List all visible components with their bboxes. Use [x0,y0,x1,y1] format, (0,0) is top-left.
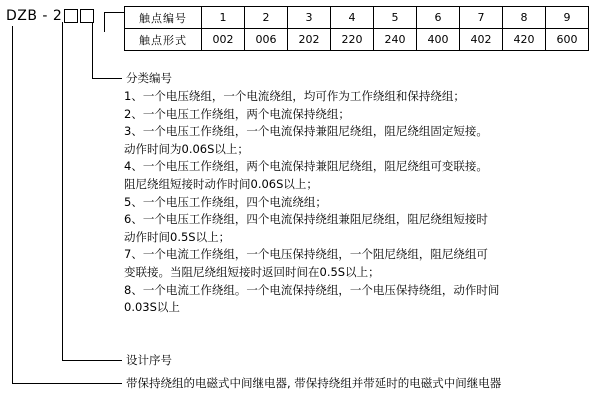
note-item: 动作时间为0.06S以上； [124,141,249,156]
table-cell: 402 [460,29,503,51]
leader-line-category-horizontal [92,78,122,79]
table-cell: 220 [331,29,374,51]
table-cell: 006 [245,29,288,51]
leader-line-table-vertical [104,12,105,32]
note-item: 0.03S以上 [124,300,180,315]
leader-line-product-horizontal [12,383,122,384]
model-code-box-1 [64,9,78,23]
table-cell: 5 [374,7,417,29]
note-item: 7、一个电流工作绕组，一个电压保持绕组，一个阻尼绕组，阻尼绕组可 [124,247,488,262]
note-item: 1、一个电压绕组，一个电流绕组，均可作为工作绕组和保持绕组； [124,89,465,103]
table-cell: 2 [245,7,288,29]
table-cell: 1 [202,7,245,29]
table-cell: 6 [417,7,460,29]
note-item: 4、一个电压工作绕组，两个电流保持兼阻尼绕组，阻尼绕组可变联接。 [124,159,488,174]
note-item: 8、一个电流工作绕组。一个电流保持绕组，一个电压保持绕组，动作时间 [124,282,500,297]
table-cell: 400 [417,29,460,51]
table-cell: 4 [331,7,374,29]
table-cell: 7 [460,7,503,29]
table-row [125,29,589,51]
table-cell: 202 [288,29,331,51]
note-item: 2、一个电压工作绕组，两个电流保持绕组； [124,106,350,121]
category-label: 分类编号 [126,71,172,85]
leader-line-design-horizontal [62,360,122,361]
model-code [6,8,94,24]
design-serial-label: 设计序号 [126,353,172,367]
table-row-header: 触点形式 [125,29,202,51]
product-description-label: 带保持绕组的电磁式中间继电器, 带保持绕组并带延时的电磁式中间继电器 [126,376,502,390]
model-code-box-2 [80,9,94,23]
note-item: 6、一个电压工作绕组，四个电流保持绕组兼阻尼绕组，阻尼绕组短接时 [124,212,488,227]
note-item: 动作时间0.5S以上； [124,229,231,244]
table-cell: 8 [503,7,546,29]
leader-line-category-vertical [92,22,93,78]
table-cell: 420 [503,29,546,51]
note-item: 阻尼绕组短接时动作时间0.06S以上； [124,176,318,191]
contact-table [124,6,589,51]
table-cell: 9 [546,7,589,29]
note-item: 3、一个电压工作绕组，一个电流保持兼阻尼绕组，阻尼绕组固定短接。 [124,124,488,139]
leader-line-design-vertical [62,22,63,360]
table-row [125,7,589,29]
note-item: 5、一个电压工作绕组，四个电流绕组； [124,194,327,209]
leader-line-product-vertical [12,26,13,383]
notes-list [124,88,594,317]
table-cell: 240 [374,29,417,51]
model-code-prefix: DZB - 2 [6,8,63,24]
note-item: 变联接。当阻尼绕组短接时返回时间在0.5S以上； [124,264,380,279]
contact-table-wrapper [124,6,589,51]
leader-line-table-horizontal [104,12,125,13]
table-cell: 002 [202,29,245,51]
table-cell: 600 [546,29,589,51]
table-cell: 3 [288,7,331,29]
table-row-header: 触点编号 [125,7,202,29]
